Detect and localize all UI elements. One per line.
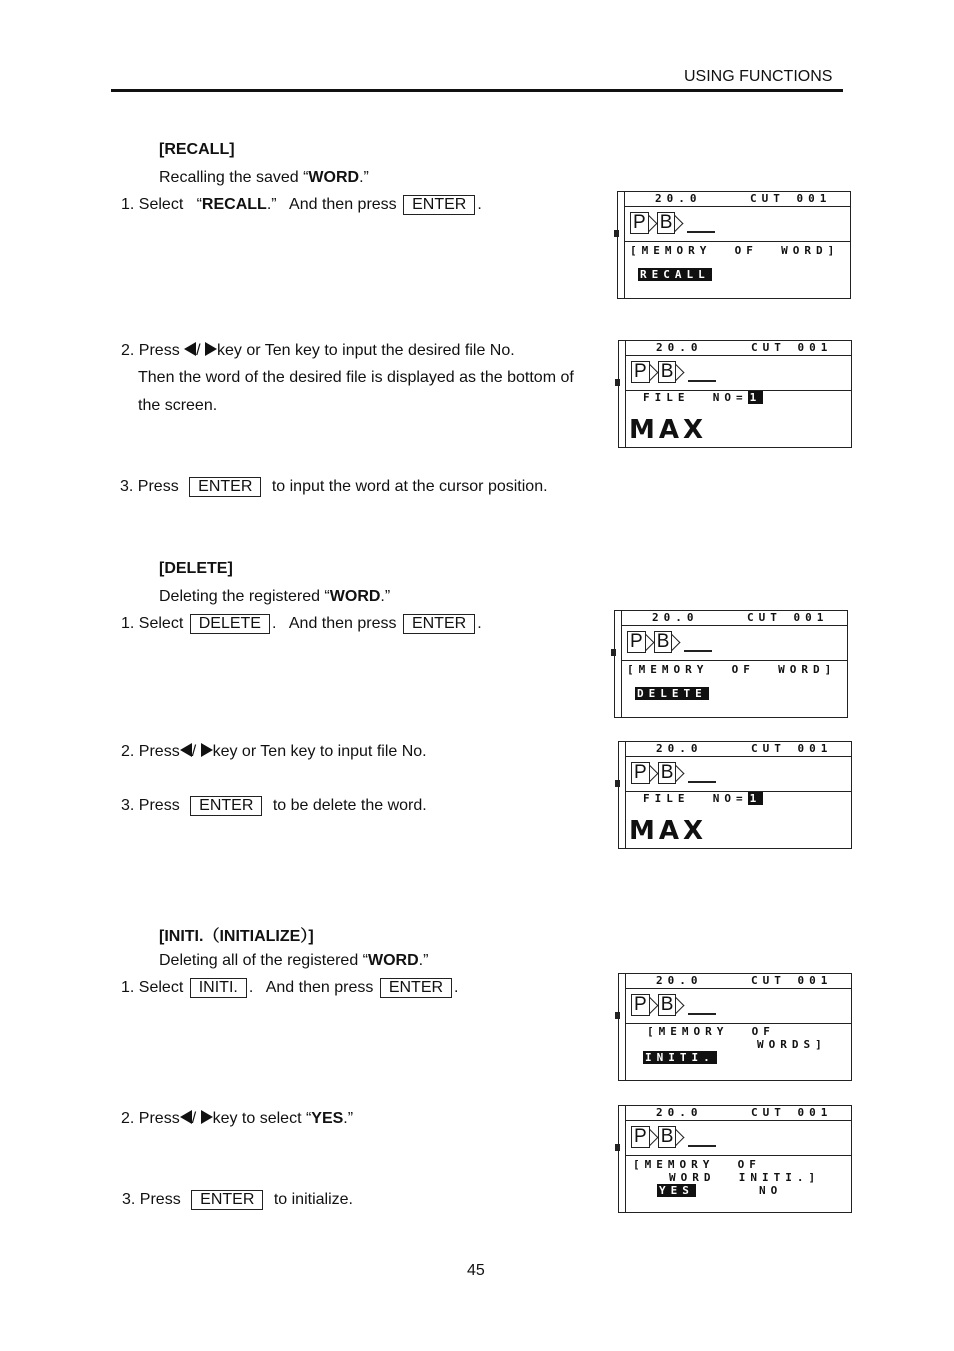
delete-step-1: 1. Select DELETE . And then press ENTER .: [121, 615, 482, 632]
lcd-delete-file-no: 20.0 CUT 001 P B FILE NO= 1 MAX: [618, 741, 852, 849]
recall-description: Recalling the saved “WORD.”: [159, 169, 369, 186]
word-max: MAX: [629, 816, 708, 846]
file-number: 1: [749, 792, 762, 805]
initi-step-1: 1. Select INITI. . And then press ENTER .: [121, 979, 459, 996]
yes-option: YES: [659, 1184, 694, 1197]
file-number: 1: [749, 391, 762, 404]
enter-key: ENTER: [403, 195, 475, 215]
left-arrow-icon: [180, 1110, 192, 1124]
delete-highlight: DELETE: [637, 687, 707, 700]
initi-key: INITI.: [190, 978, 247, 998]
lcd-initi-confirm: 20.0 CUT 001 P B [MEMORY OF WORD INITI.] YES NO: [618, 1105, 852, 1213]
recall-step-3: 3. Press ENTER to input the word at the cursor position.: [120, 478, 548, 495]
delete-step-3: 3. Press ENTER to be delete the word.: [121, 797, 427, 814]
recall-step-2-line-2: Then the word of the desired file is displayed as the bottom of: [138, 369, 574, 386]
initi-highlight: INITI.: [645, 1051, 715, 1064]
initi-title: [INITI.（INITIALIZE）]: [159, 928, 314, 945]
initi-description: Deleting all of the registered “WORD.”: [159, 952, 429, 969]
enter-key: ENTER: [189, 477, 261, 497]
enter-key: ENTER: [380, 978, 452, 998]
enter-key: ENTER: [191, 1190, 263, 1210]
initi-step-3: 3. Press ENTER to initialize.: [122, 1191, 353, 1208]
word-max: MAX: [629, 415, 708, 445]
lcd-delete-menu: 20.0 CUT 001 P B [MEMORY OF WORD] DELETE: [614, 610, 848, 718]
recall-step-1: 1. Select “RECALL.” And then press ENTER .: [121, 196, 482, 213]
no-option: NO: [759, 1184, 783, 1197]
recall-title: [RECALL]: [159, 141, 235, 158]
delete-title: [DELETE]: [159, 560, 233, 577]
lcd-recall-file-no: 20.0 CUT 001 P B FILE NO= 1 MAX: [618, 340, 852, 448]
initi-step-2: 2. Press / key to select “YES.”: [121, 1110, 354, 1127]
delete-step-2: 2. Press / key or Ten key to input file No.: [121, 743, 427, 760]
page-number: 45: [467, 1262, 485, 1279]
lcd-recall-menu: 20.0 CUT 001 P B [MEMORY OF WORD] RECALL: [617, 191, 851, 299]
right-arrow-icon: [205, 342, 217, 356]
enter-key: ENTER: [403, 614, 475, 634]
left-arrow-icon: [180, 743, 192, 757]
delete-key: DELETE: [190, 614, 270, 634]
header-rule: [111, 89, 843, 92]
lcd-initi-menu: 20.0 CUT 001 P B [MEMORY OF WORDS] INITI.: [618, 973, 852, 1081]
right-arrow-icon: [201, 743, 213, 757]
left-arrow-icon: [184, 342, 196, 356]
right-arrow-icon: [201, 1110, 213, 1124]
recall-highlight: RECALL: [640, 268, 710, 281]
delete-description: Deleting the registered “WORD.”: [159, 588, 391, 605]
recall-step-2-line-3: the screen.: [138, 397, 218, 414]
enter-key: ENTER: [190, 796, 262, 816]
header-title: USING FUNCTIONS: [684, 68, 833, 85]
recall-step-2: 2. Press / key or Ten key to input the desired file No.: [121, 342, 515, 359]
